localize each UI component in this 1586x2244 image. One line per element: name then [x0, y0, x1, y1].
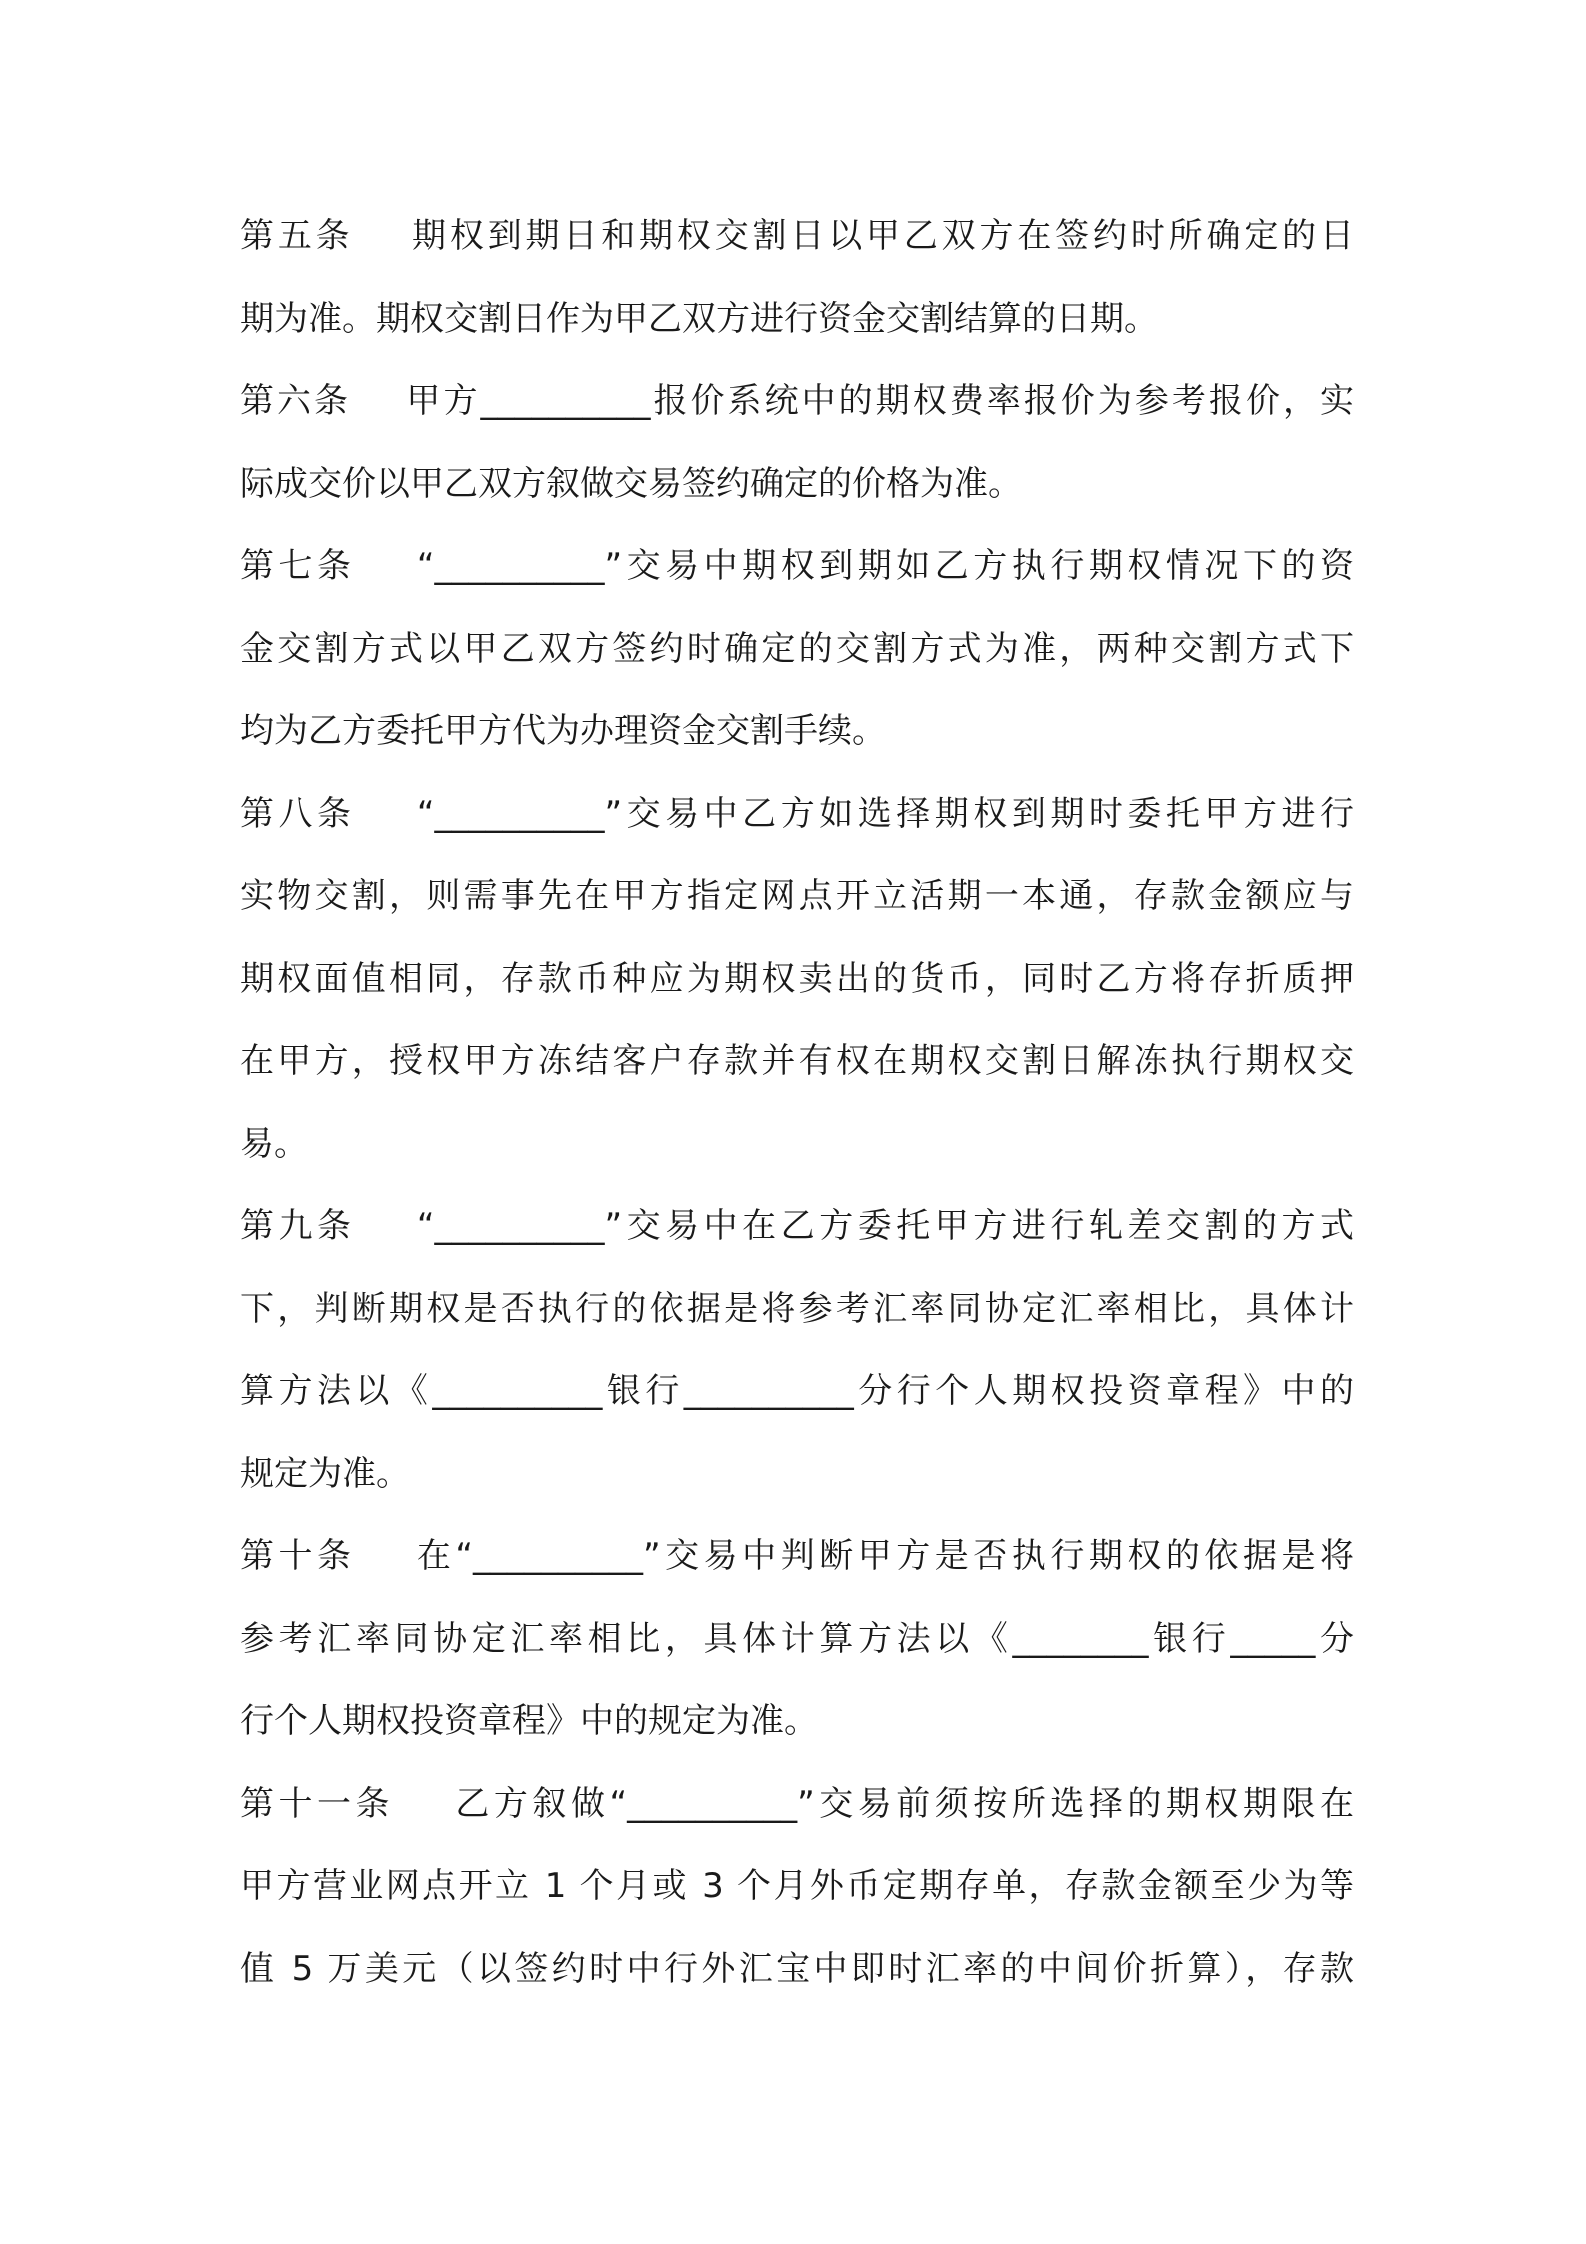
text-line: 第七条 “__________”交易中期权到期如乙方执行期权情况下的资: [240, 546, 1354, 586]
text-line: 值 5 万美元（以签约时中行外汇宝中即时汇率的中间价折算），存款: [240, 1948, 1354, 1989]
document-body: [240, 195, 1354, 2010]
text-line: 期为准。期权交割日作为甲乙双方进行资金交割结算的日期。: [240, 298, 1158, 339]
text-line: 第十条 在“__________”交易中判断甲方是否执行期权的依据是将: [240, 1536, 1354, 1576]
text-line: 参考汇率同协定汇率相比，具体计算方法以《________银行_____分: [240, 1618, 1354, 1659]
text-line: 行个人期权投资章程》中的规定为准。: [240, 1701, 818, 1741]
text-line: 第十一条 乙方叙做“__________”交易前须按所选择的期权期限在: [240, 1783, 1354, 1824]
text-line: 易。: [240, 1123, 308, 1164]
text-line: 金交割方式以甲乙双方签约时确定的交割方式为准，两种交割方式下: [240, 628, 1354, 669]
text-line: 甲方营业网点开立 1 个月或 3 个月外币定期存单，存款金额至少为等: [240, 1866, 1354, 1906]
text-line: 第九条 “__________”交易中在乙方委托甲方进行轧差交割的方式: [240, 1206, 1354, 1246]
text-line: 际成交价以甲乙双方叙做交易签约确定的价格为准。: [240, 463, 1022, 504]
text-line: 第六条 甲方__________报价系统中的期权费率报价为参考报价，实: [240, 381, 1354, 421]
text-line: 均为乙方委托甲方代为办理资金交割手续。: [240, 711, 886, 751]
text-line: 算方法以《__________银行__________分行个人期权投资章程》中的: [240, 1371, 1354, 1411]
text-line: 实物交割，则需事先在甲方指定网点开立活期一本通，存款金额应与: [240, 876, 1354, 916]
text-line: 第八条 “__________”交易中乙方如选择期权到期时委托甲方进行: [240, 793, 1354, 834]
text-line: 在甲方，授权甲方冻结客户存款并有权在期权交割日解冻执行期权交: [240, 1041, 1354, 1081]
text-line: 期权面值相同，存款币种应为期权卖出的货币，同时乙方将存折质押: [240, 958, 1354, 999]
text-line: 规定为准。: [240, 1453, 410, 1494]
text-line: 下，判断期权是否执行的依据是将参考汇率同协定汇率相比，具体计: [240, 1288, 1354, 1329]
text-line: 第五条 期权到期日和期权交割日以甲乙双方在签约时所确定的日: [240, 216, 1354, 256]
